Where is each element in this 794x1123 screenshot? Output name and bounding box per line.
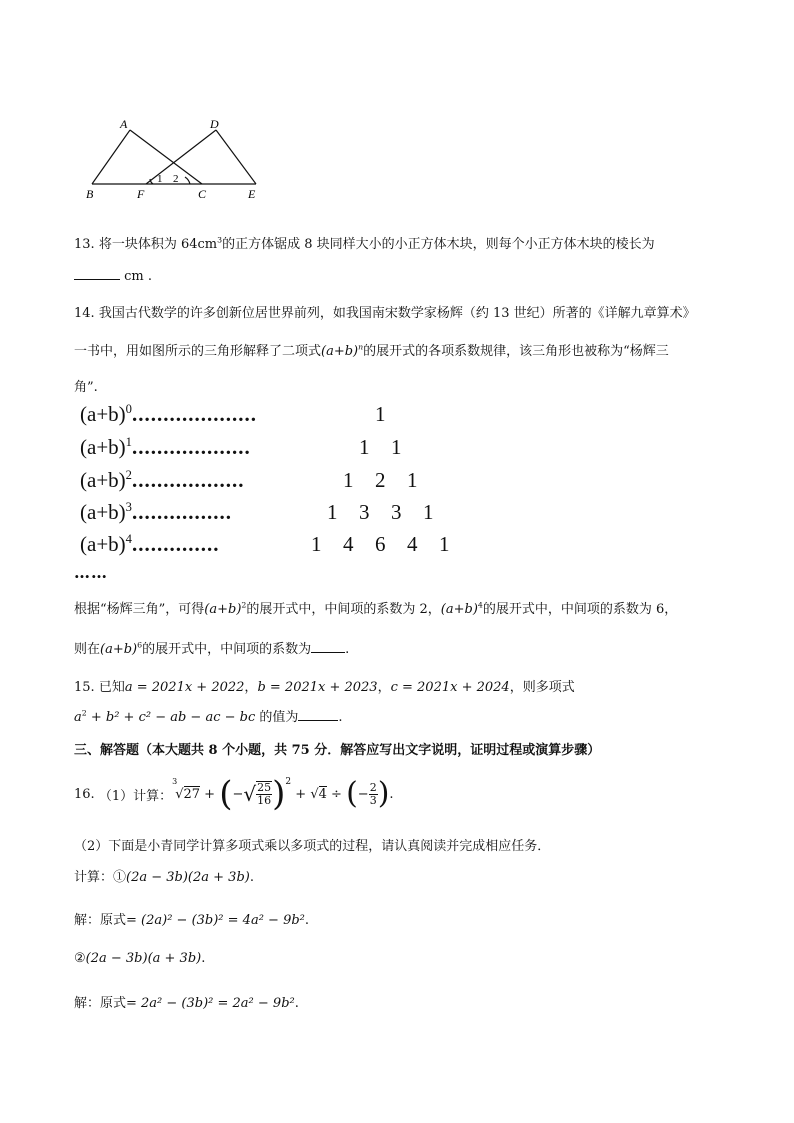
q16-part1-label: （1）计算： xyxy=(98,788,173,804)
triangle-coefficient: 4 xyxy=(343,532,354,556)
q13-number: 13. xyxy=(74,237,95,252)
geometry-figure xyxy=(80,110,270,205)
triangle-coefficient: 4 xyxy=(407,532,418,556)
q15-c-def: c = 2021x + 2024 xyxy=(390,680,510,695)
q15-end: . xyxy=(338,710,343,725)
triangle-row-power: 0 xyxy=(125,402,132,416)
triangle-coefficient: 3 xyxy=(391,500,402,524)
triangle-row xyxy=(80,468,244,493)
section3-heading: 三、解答题（本大题共 8 个小题，共 75 分．解答应写出文字说明，证明过程或演算步骤） xyxy=(74,743,601,758)
triangle-coefficient: 1 xyxy=(343,468,354,492)
q16-calc2-label: ② xyxy=(74,951,86,966)
q15-number: 15. xyxy=(74,680,95,695)
triangle-row-expr: (a+b) xyxy=(80,435,126,459)
q15-a-def: a = 2021x + 2022 xyxy=(124,680,245,695)
triangle-row-expr: (a+b) xyxy=(80,532,126,556)
label-C: C xyxy=(198,187,207,201)
q16-number: 16. xyxy=(74,786,95,802)
q16-frac-den: 16 xyxy=(257,794,272,807)
q15-line1-a: 已知 xyxy=(98,680,125,695)
triangle-coefficient: 3 xyxy=(359,500,370,524)
q13-text: 将一块体积为 64cm xyxy=(98,237,218,252)
q16-part1 xyxy=(74,772,394,816)
triangle-coefficient: 1 xyxy=(311,532,322,556)
q14-para1-expr2: (a+b) xyxy=(440,602,478,617)
q14-line1-text: 我国古代数学的许多创新位居世界前列，如我国南宋数学家杨辉（约 13 世纪）所著的《详解九章算术》 xyxy=(98,306,696,321)
q13-unit: cm xyxy=(124,269,144,284)
triangle-row-dots: ................... xyxy=(131,435,251,459)
label-D: D xyxy=(210,117,219,131)
q14-para1-sup2: 4 xyxy=(477,600,483,610)
q16-calc1: (2a − 3b)(2a + 3b) xyxy=(126,870,250,885)
q14-para1-expr1: (a+b) xyxy=(204,602,242,617)
q14-para1-sup1: 2 xyxy=(241,600,247,610)
q15-poly-rest: + b² + c² − ab − ac − bc xyxy=(86,710,256,725)
q15-poly-part1: a xyxy=(74,710,82,725)
q15-line1: 15. 已知a = 2021x + 2022，b = 2021x + 2023，c = 2021x + 2024，则多项式 xyxy=(74,680,575,695)
q16-expression: 3 √ 27 + ( − √ $\frac{25}{16}$ ) $^2$ + √ 4 ÷ ( − $\frac{2}{3}$ ) . xyxy=(172,774,394,814)
triangle-row-power: 2 xyxy=(125,468,132,482)
label-B: B xyxy=(86,187,94,201)
q15-line1-b: ，则多项式 xyxy=(509,680,575,695)
q14-para1-c: 的展开式中，中间项的系数为 6， xyxy=(482,602,678,617)
q14-line2-a: 一书中，用如图所示的三角形解释了二项式 xyxy=(74,344,322,359)
triangle-row xyxy=(80,435,251,460)
q14-para2-a: 则在 xyxy=(74,642,101,657)
q16-calc2: (2a − 3b)(a + 3b) xyxy=(85,951,202,966)
q16-sol2: = 2a² − (3b)² = 2a² − 9b² xyxy=(126,996,295,1011)
triangle-coefficient: 1 xyxy=(359,435,370,459)
q14-para1-b: 的展开式中，中间项的系数为 2， xyxy=(246,602,441,617)
q14-para2-expr: (a+b) xyxy=(100,642,138,657)
triangle-coefficient: 1 xyxy=(439,532,450,556)
triangle-coefficient: 1 xyxy=(391,435,402,459)
q14-para2-b: 的展开式中，中间项的系数为 xyxy=(142,642,312,657)
q14-para2 xyxy=(74,638,349,657)
q16-sol2-line: 解：原式= 2a² − (3b)² = 2a² − 9b². xyxy=(74,996,299,1011)
triangle-coefficient: 6 xyxy=(375,532,386,556)
q13-answer-blank[interactable] xyxy=(74,279,120,280)
q14-para2-end: . xyxy=(345,642,350,657)
q15-answer-blank[interactable] xyxy=(298,720,338,721)
q16-sol-label-2: 解：原式 xyxy=(74,996,127,1011)
q14-line3-text: 角”. xyxy=(74,380,98,395)
angle-2-label: 2 xyxy=(173,173,179,185)
label-E: E xyxy=(248,187,256,201)
q16-frac2-den: 3 xyxy=(369,793,377,807)
q15-line2-b: 的值为 xyxy=(259,710,299,725)
q13-text-after: 的正方体锯成 8 块同样大小的小正方体木块，则每个小正方体木块的棱长为 xyxy=(222,237,655,252)
q16-sol1-line: 解：原式= (2a)² − (3b)² = 4a² − 9b². xyxy=(74,913,310,928)
angle-1-label: 1 xyxy=(157,173,163,185)
triangle-coefficient: 1 xyxy=(423,500,434,524)
triangle-coefficient: 1 xyxy=(407,468,418,492)
q16-part2: （2）下面是小青同学计算多项式乘以多项式的过程，请认真阅读并完成相应任务． xyxy=(74,839,551,854)
q14-number: 14. xyxy=(74,306,95,321)
q16-frac2-num: 2 xyxy=(369,780,377,794)
q14-line2-sup: n xyxy=(358,342,364,352)
q14-para1-a: 根据“杨辉三角”，可得 xyxy=(74,602,205,617)
triangle-row xyxy=(80,500,232,525)
q16-calc-label: 计算：① xyxy=(74,870,127,885)
triangle-row-dots: .............. xyxy=(131,532,220,556)
triangle-coefficient: 1 xyxy=(327,500,338,524)
q14-line3 xyxy=(74,376,98,395)
q14-line2-b: 的展开式的各项系数规律，该三角形也被称为“杨辉三 xyxy=(363,344,669,359)
q16-calc2-line: ②(2a − 3b)(a + 3b). xyxy=(74,951,206,966)
q16-sqrt4: 4 xyxy=(318,787,327,802)
q13-line1 xyxy=(74,233,655,252)
triangle-coefficient: 1 xyxy=(375,402,386,426)
triangle-row-dots: .................... xyxy=(131,402,257,426)
q14-line2-expr: (a+b) xyxy=(321,344,359,359)
triangle-row-expr: (a+b) xyxy=(80,402,126,426)
triangle-row-expr: (a+b) xyxy=(80,468,126,492)
q16-cbrt-arg: 27 xyxy=(183,787,201,802)
q14-line1 xyxy=(74,302,696,321)
q14-line2 xyxy=(74,340,669,359)
triangle-ellipsis: …… xyxy=(74,563,108,582)
q16-sol1: = (2a)² − (3b)² = 4a² − 9b² xyxy=(126,913,305,928)
triangle-row-power: 4 xyxy=(125,532,132,546)
label-A: A xyxy=(120,117,128,131)
triangle-row-dots: .................. xyxy=(131,468,245,492)
q15-b-def: b = 2021x + 2023 xyxy=(257,680,378,695)
triangle-row-power: 1 xyxy=(125,435,132,449)
q16-cbrt-index: 3 xyxy=(172,777,178,786)
triangle-row xyxy=(80,402,257,427)
q16-frac-num: 25 xyxy=(257,781,272,794)
q13-line2 xyxy=(74,269,152,284)
triangle-row xyxy=(80,532,219,557)
label-F: F xyxy=(137,187,145,201)
triangle-coefficient: 2 xyxy=(375,468,386,492)
q16-calc1-line: 计算：①(2a − 3b)(2a + 3b). xyxy=(74,870,254,885)
q14-para1 xyxy=(74,598,677,617)
triangle-row-dots: ................ xyxy=(131,500,232,524)
triangle-row-power: 3 xyxy=(125,500,132,514)
q14-answer-blank[interactable] xyxy=(311,652,345,653)
q15-line2: $a^2 + b^2 + c^2$ − ab − ac − bc 的值为 . xyxy=(74,708,343,725)
q14-para2-sup: 6 xyxy=(137,640,143,650)
q16-sol-label-1: 解：原式 xyxy=(74,913,127,928)
q13-cube-sup: 3 xyxy=(217,235,223,245)
triangle-row-expr: (a+b) xyxy=(80,500,126,524)
q13-end: . xyxy=(147,269,153,284)
